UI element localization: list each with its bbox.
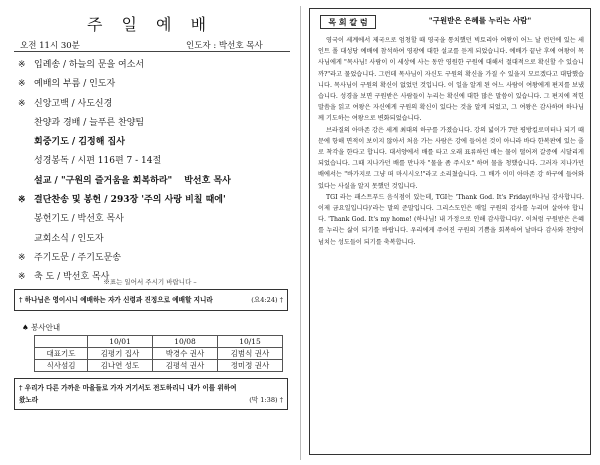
- standing-mark: ※: [18, 252, 26, 263]
- table-header-row: [35, 336, 283, 348]
- order-item-text: 봉헌기도 / 박선호 목사: [34, 214, 124, 225]
- bulletin-left: [8, 6, 292, 461]
- order-item-text: 주기도문 / 주기도문송: [34, 252, 122, 263]
- name-cell: 김평기 집사: [88, 348, 153, 360]
- order-item: [18, 56, 290, 75]
- service-time: 오전 11시 30분: [20, 41, 80, 51]
- scripture-text-line: [19, 394, 283, 406]
- scripture-reference: (요4:24) †: [251, 296, 283, 304]
- preacher-name: 박선호 목사: [184, 175, 231, 186]
- scripture-box-1: [14, 289, 288, 311]
- order-item-text: 결단찬송 및 봉헌 / 293장 '주의 사랑 비칠 때에': [34, 195, 226, 206]
- order-item: [18, 75, 290, 94]
- header-rule: [14, 51, 290, 52]
- order-item-text: 교회소식 / 인도자: [34, 233, 104, 244]
- scripture-text-line: † 우리가 다른 가까운 마을들로 가자 거기서도 전도하리니 내가 이를 위하여: [19, 384, 237, 392]
- scripture-reference: (막 1:38) †: [249, 396, 283, 404]
- name-cell: 김평석 권사: [153, 360, 218, 372]
- order-item: [18, 191, 290, 210]
- column-title: "구원받은 은혜를 누리는 사람": [428, 16, 532, 25]
- table-corner-cell: [35, 336, 88, 348]
- page-title: 주 일 예 배: [86, 15, 214, 34]
- column-paragraph: TGI 라는 패스트푸드 음식점이 있는데, TGI는 'Thank God. It's Friday(하나님 감사합니다. 이제 금요일입니다)'라는 말의 준말입니다. 그리스도인은 매일 구원의 감사를 누리며 살아야 합니다. 'Thank God. It's my home! (하나님! 내 가정으로 인해 감사합니다)'. 이처럼 구원받은 은혜를 누리는 삶이 되기를 바랍니다. 우리에게 주어진 구원의 기쁨을 회복하여 날마다 감사와 찬양이 넘치는 성도들이 되기를 축복합니다.: [318, 193, 584, 246]
- column-paragraph: 영국이 세계에서 제국으로 엄청할 때 영국을 통치했던 빅토리아 여왕이 어느 날 런던에 있는 세인트 폴 대성당 예배에 참석하여 영광에 대한 설교를 듣게 되었습니다. 예배가 끝난 후에 여왕이 목사님에게 "목사님! 사람이 이 세상에 사는 동안 영원한 구원에 대해서 절대적으로 확신할 수 있습니까?"라고 물었습니다. 그런데 목사님이 자신도 구원의 확신을 가질 수 있을지 모르겠다고 대답했습니다. 목사님이 구원의 확신이 없었던 것입니다. 이 일을 알게 된 어느 사람이 여왕에게 편지를 보냈습니다. 성경을 보면 구원받은 사람들이 누리는 확신에 대한 많은 말씀이 있습니다. 그 편지에 적힌 말씀을 읽고 여왕은 자신에게 구원의 확신이 있다는 것을 알게 되었고, 그 여왕은 감사하며 하나님께 기도하는 여왕으로 변화되었습니다.: [318, 37, 584, 123]
- order-item: [18, 114, 290, 133]
- role-cell: 대표기도: [35, 348, 88, 360]
- page-divider: [300, 6, 301, 460]
- column-paragraph: 브라질의 아마존 강은 세계 최대의 하구를 가졌습니다. 강의 넓이가 7만 평방킬로미터나 되기 때문에 항해 면적이 보이지 않아서 처음 가는 사람은 강에 들어선 것이 아니라 바다 한복판에 있는 줄로 착각을 한다고 합니다. 대서양에서 배를 타고 오래 표류하던 배는 물이 떨어져 갈증에 시달리게 되었습니다. 그때 지나가던 배를 만나자 "물을 좀 주시오" 하며 물을 청했습니다. 그러자 지나가던 배에서는 "바가지로 그냥 떠 마시시오!"라고 소리쳤습니다. 그 배가 이미 아마존 강 하구에 들어와 있다는 사실을 알지 못했던 것입니다.: [318, 126, 584, 190]
- standing-mark: ※: [18, 98, 26, 109]
- standing-mark: ※: [18, 79, 26, 90]
- pastoral-column: [309, 8, 591, 455]
- name-cell: 김나연 성도: [88, 360, 153, 372]
- order-item: [18, 133, 290, 152]
- role-cell: 식사섬김: [35, 360, 88, 372]
- order-item-text: 찬양과 경배 / 늘푸른 찬양팀: [34, 117, 145, 128]
- date-header: 10/01: [88, 336, 153, 348]
- column-body: [318, 35, 584, 248]
- order-item-text: 신앙고백 / 사도신경: [34, 98, 113, 109]
- date-header: 10/08: [153, 336, 218, 348]
- name-cell: 김범식 권사: [218, 348, 283, 360]
- standing-mark: ※: [18, 272, 26, 283]
- order-item-text: 입례송 / 하늘의 문을 여소서: [34, 60, 145, 70]
- column-heading: 목 회 칼 럼: [320, 15, 376, 29]
- order-item-text: 성경봉독 / 시편 116편 7 - 14절: [34, 156, 162, 167]
- order-item-text: 회중기도 / 김정해 집사: [34, 137, 125, 148]
- order-item-text: 설교 / "구원의 즐거움을 회복하라": [34, 175, 173, 186]
- order-item: [18, 230, 290, 249]
- scripture-text: † 하나님은 영이시니 예배하는 자가 신령과 진정으로 예배할 지니라: [19, 296, 213, 304]
- order-item: [18, 95, 290, 114]
- order-item: [18, 152, 290, 171]
- order-item: [18, 249, 290, 268]
- name-cell: 정미정 권사: [218, 360, 283, 372]
- service-schedule-table: [34, 335, 283, 372]
- scripture-box-2: [14, 378, 288, 410]
- standing-mark: ※: [18, 60, 26, 70]
- order-item-text: 축 도 / 박선호 목사: [34, 272, 110, 283]
- standing-note: ※표는 일어서 주시기 바랍니다 –: [103, 278, 197, 286]
- table-row: [35, 348, 283, 360]
- order-of-worship: [18, 56, 290, 288]
- date-header: 10/15: [218, 336, 283, 348]
- standing-mark: ※: [18, 195, 26, 206]
- service-schedule-label: ♠ 봉사안내: [22, 323, 61, 332]
- scripture-text: 왔노라: [19, 396, 39, 404]
- service-leader: 인도자 : 박선호 목사: [186, 41, 263, 51]
- table-row: [35, 360, 283, 372]
- name-cell: 박경수 권사: [153, 348, 218, 360]
- order-item-text: 예배의 부름 / 인도자: [34, 79, 116, 90]
- order-item: [18, 210, 290, 229]
- order-item: [18, 172, 290, 191]
